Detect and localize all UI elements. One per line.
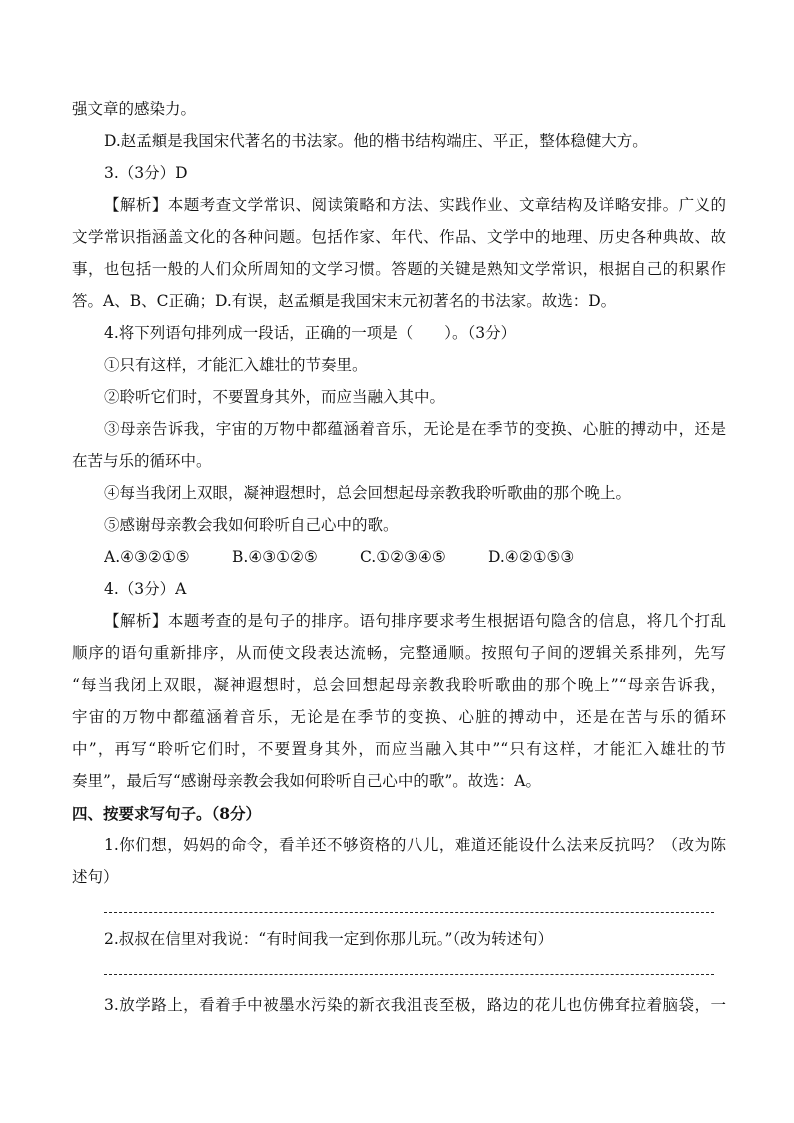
choice-c: C.①②③④⑤ bbox=[360, 548, 446, 566]
answer-blank-2[interactable] bbox=[104, 974, 714, 975]
analysis-4-line: 奏里”，最后写“感谢母亲教会我如何聆听自己心中的歌”。故选：A。 bbox=[72, 772, 541, 790]
answer-3: 3.（3分）D bbox=[104, 164, 188, 182]
analysis-3-line: 事，也包括一般的人们众所周知的文学习惯。答题的关键是熟知文学常识，根据自己的积累作 bbox=[72, 260, 726, 278]
analysis-4-line: 宇宙的万物中都蕴涵着音乐，无论是在季节的变换、心脏的搏动中，还是在苦与乐的循环 bbox=[72, 708, 726, 726]
section-heading: 四、按要求写句子。（8分） bbox=[72, 804, 262, 823]
analysis-3-line: 文学常识指涵盖文化的各种问题。包括作家、年代、作品、文学中的地理、历史各种典故、故 bbox=[72, 228, 726, 246]
option-d-statement: D.赵孟頫是我国宋代著名的书法家。他的楷书结构端庄、平正，整体稳健大方。 bbox=[104, 132, 648, 150]
answer-choices bbox=[104, 542, 726, 573]
answer-4: 4.（3分）A bbox=[104, 580, 187, 598]
analysis-4-line: 顺序的语句重新排序，从而使文段表达流畅，完整通顺。按照句子间的逻辑关系排列，先写 bbox=[72, 644, 726, 662]
choice-b: B.④③①②⑤ bbox=[232, 548, 318, 566]
sentence-2: ②聆听它们时，不要置身其外，而应当融入其中。 bbox=[104, 388, 446, 406]
sentence-5: ⑤感谢母亲教会我如何聆听自己心中的歌。 bbox=[104, 516, 399, 534]
task-2: 2.叔叔在信里对我说：“有时间我一定到你那儿玩。”（改为转述句） bbox=[104, 930, 554, 948]
sentence-3-continued: 在苦与乐的循环中。 bbox=[72, 452, 212, 470]
analysis-4-line: 中”，再写“聆听它们时，不要置身其外，而应当融入其中”“只有这样，才能汇入雄壮的节 bbox=[72, 740, 726, 758]
analysis-3-line: 答。A、B、C正确；D.有误，赵孟頫是我国宋末元初著名的书法家。故选：D。 bbox=[72, 292, 617, 310]
task-3: 3.放学路上，看着手中被墨水污染的新衣我沮丧至极，路边的花儿也仿佛耷拉着脑袋，一 bbox=[104, 996, 726, 1014]
task-1: 1.你们想，妈妈的命令，看羊还不够资格的八儿，难道还能设什么法来反抗吗？（改为陈 bbox=[104, 836, 726, 854]
analysis-4-line: “每当我闭上双眼，凝神遐想时，总会回想起母亲教我聆听歌曲的那个晚上”“母亲告诉我， bbox=[72, 676, 726, 694]
question-4: 4.将下列语句排列成一段话，正确的一项是（ ）。（3分） bbox=[104, 324, 517, 342]
sentence-1: ①只有这样，才能汇入雄壮的节奏里。 bbox=[104, 356, 368, 374]
answer-blank-1[interactable] bbox=[104, 912, 714, 913]
sentence-3: ③母亲告诉我，宇宙的万物中都蕴涵着音乐，无论是在季节的变换、心脏的搏动中，还是 bbox=[104, 420, 726, 438]
sentence-4: ④每当我闭上双眼，凝神遐想时，总会回想起母亲教我聆听歌曲的那个晚上。 bbox=[104, 484, 632, 502]
choice-d: D.④②①⑤③ bbox=[488, 548, 575, 566]
analysis-3-line: 【解析】本题考查文学常识、阅读策略和方法、实践作业、文章结构及详略安排。广义的 bbox=[104, 196, 726, 214]
text-line: 强文章的感染力。 bbox=[72, 100, 197, 118]
analysis-4-line: 【解析】本题考查的是句子的排序。语句排序要求考生根据语句隐含的信息，将几个打乱 bbox=[104, 612, 726, 630]
task-1-continued: 述句） bbox=[72, 868, 119, 886]
choice-a: A.④③②①⑤ bbox=[104, 548, 190, 566]
